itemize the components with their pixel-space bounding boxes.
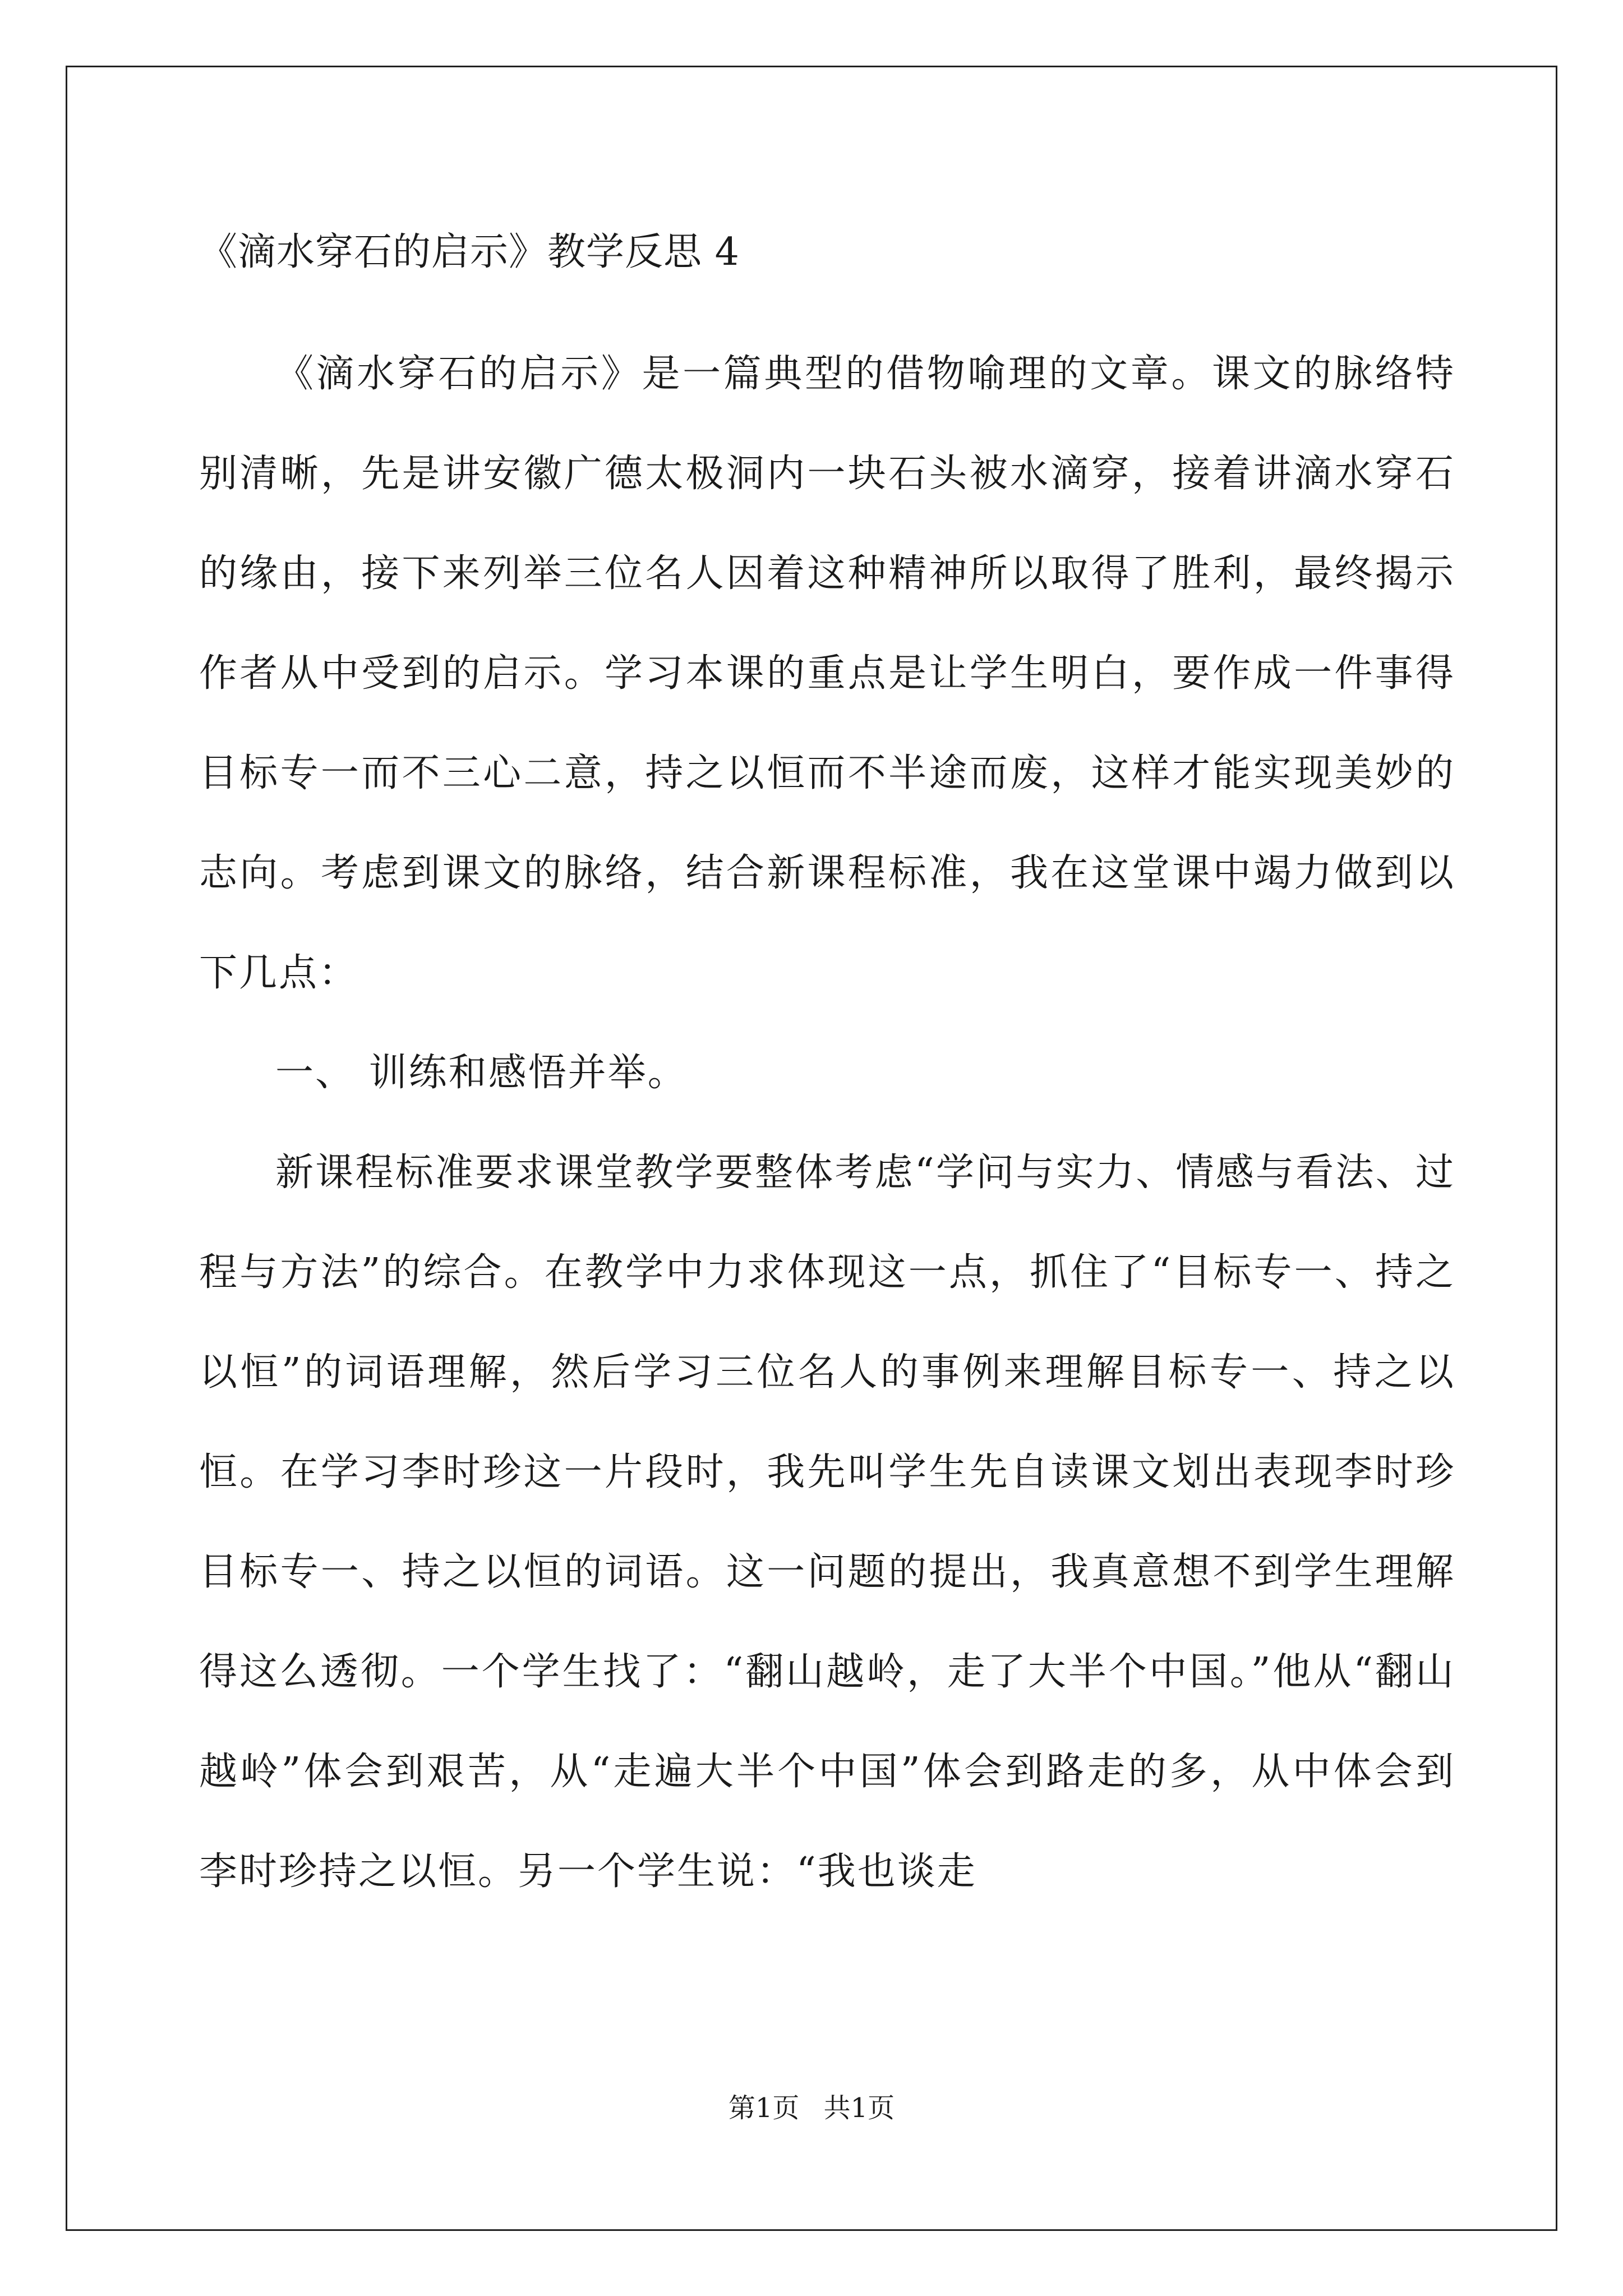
document-body (199, 224, 1455, 1922)
section-heading-1: 一、 训练和感悟并举。 (275, 1051, 688, 1095)
page-footer (0, 2091, 1623, 2125)
total-pages: 共1页 (823, 2092, 895, 2124)
paragraph-intro: 《滴水穿石的启示》是一篇典型的借物喻理的文章。课文的脉络特别清晰，先是讲安徽广德太极洞内一块石头被水滴穿，接着讲滴水穿石的缘由，接下来列举三位名人因着这种精神所以取得了胜利，最终揭示作者从中受到的启示。学习本课的重点是让学生明白，要作成一件事得目标专一而不三心二意，持之以恒而不半途而废，这样才能实现美妙的志向。考虑到课文的脉络，结合新课程标准，我在这堂课中竭力做到以下几点： (199, 352, 1455, 995)
page-number: 第1页 (728, 2092, 800, 2124)
document-title: 《滴水穿石的启示》教学反思 4 (199, 230, 740, 274)
paragraph-section-1: 新课程标准要求课堂教学要整体考虑“学问与实力、情感与看法、过程与方法”的综合。在教学中力求体现这一点，抓住了“目标专一、持之以恒”的词语理解，然后学习三位名人的事例来理解目标专一、持之以恒。在学习李时珍这一片段时，我先叫学生先自读课文划出表现李时珍目标专一、持之以恒的词语。这一问题的提出，我真意想不到学生理解得这么透彻。一个学生找了：“翻山越岭，走了大半个中国。”他从“翻山越岭”体会到艰苦，从“走遍大半个中国”体会到路走的多，从中体会到李时珍持之以恒。另一个学生说：“我也谈走 (199, 1151, 1455, 1894)
